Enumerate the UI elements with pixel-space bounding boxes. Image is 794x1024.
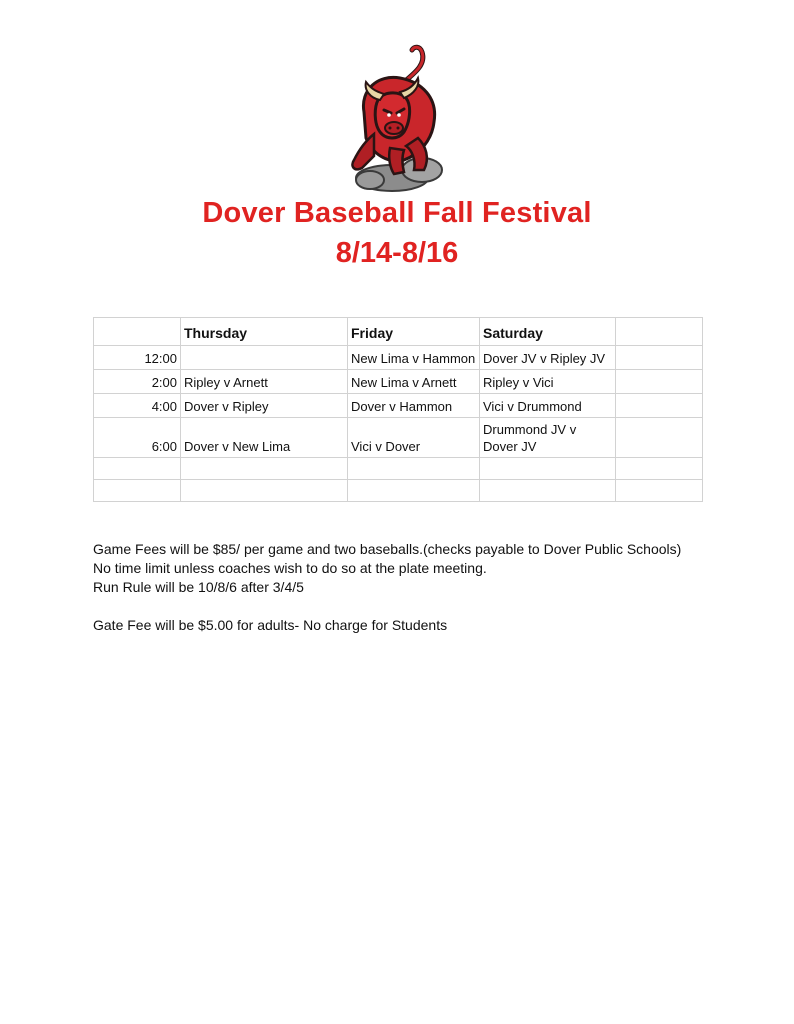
thursday-cell [181, 346, 348, 370]
empty-cell [480, 458, 616, 480]
notes-section [93, 540, 681, 635]
thursday-cell: Dover v New Lima [181, 418, 348, 458]
header-cell-friday: Friday [348, 318, 480, 346]
saturday-cell: Drummond JV v Dover JV [480, 418, 616, 458]
extra-cell [616, 370, 703, 394]
table-row [94, 346, 703, 370]
empty-cell [348, 458, 480, 480]
saturday-cell: Ripley v Vici [480, 370, 616, 394]
time-cell: 12:00 [94, 346, 181, 370]
table-row [94, 394, 703, 418]
empty-cell [94, 458, 181, 480]
header-cell-saturday: Saturday [480, 318, 616, 346]
time-cell: 6:00 [94, 418, 181, 458]
saturday-cell: Dover JV v Ripley JV [480, 346, 616, 370]
spacer [93, 597, 681, 616]
thursday-cell: Ripley v Arnett [181, 370, 348, 394]
empty-cell [616, 480, 703, 502]
header-cell-time [94, 318, 181, 346]
schedule-table [93, 317, 703, 502]
table-header-row [94, 318, 703, 346]
friday-cell: New Lima v Arnett [348, 370, 480, 394]
run-rule-note: Run Rule will be 10/8/6 after 3/4/5 [93, 579, 304, 595]
header-cell-extra [616, 318, 703, 346]
extra-cell [616, 418, 703, 458]
friday-cell: New Lima v Hammon [348, 346, 480, 370]
page-title: Dover Baseball Fall Festival [202, 197, 592, 229]
time-cell: 2:00 [94, 370, 181, 394]
empty-cell [94, 480, 181, 502]
table-row [94, 418, 703, 458]
thursday-cell: Dover v Ripley [181, 394, 348, 418]
empty-cell [616, 458, 703, 480]
event-dates: 8/14-8/16 [335, 237, 459, 269]
saturday-cell: Vici v Drummond [480, 394, 616, 418]
header-cell-thursday: Thursday [181, 318, 348, 346]
empty-cell [348, 480, 480, 502]
empty-cell [181, 458, 348, 480]
friday-cell: Dover v Hammon [348, 394, 480, 418]
extra-cell [616, 394, 703, 418]
bull-mascot-icon [334, 42, 458, 194]
table-row [94, 370, 703, 394]
gate-fee-note: Gate Fee will be $5.00 for adults- No charge for Students [93, 617, 448, 633]
game-fees-note: Game Fees will be $85/ per game and two baseballs.(checks payable to Dover Public Schools) [93, 541, 682, 557]
time-limit-note: No time limit unless coaches wish to do so at the plate meeting. [93, 560, 487, 576]
time-cell: 4:00 [94, 394, 181, 418]
empty-cell [181, 480, 348, 502]
empty-cell [480, 480, 616, 502]
table-row-empty [94, 458, 703, 480]
friday-cell: Vici v Dover [348, 418, 480, 458]
extra-cell [616, 346, 703, 370]
table-row-empty [94, 480, 703, 502]
